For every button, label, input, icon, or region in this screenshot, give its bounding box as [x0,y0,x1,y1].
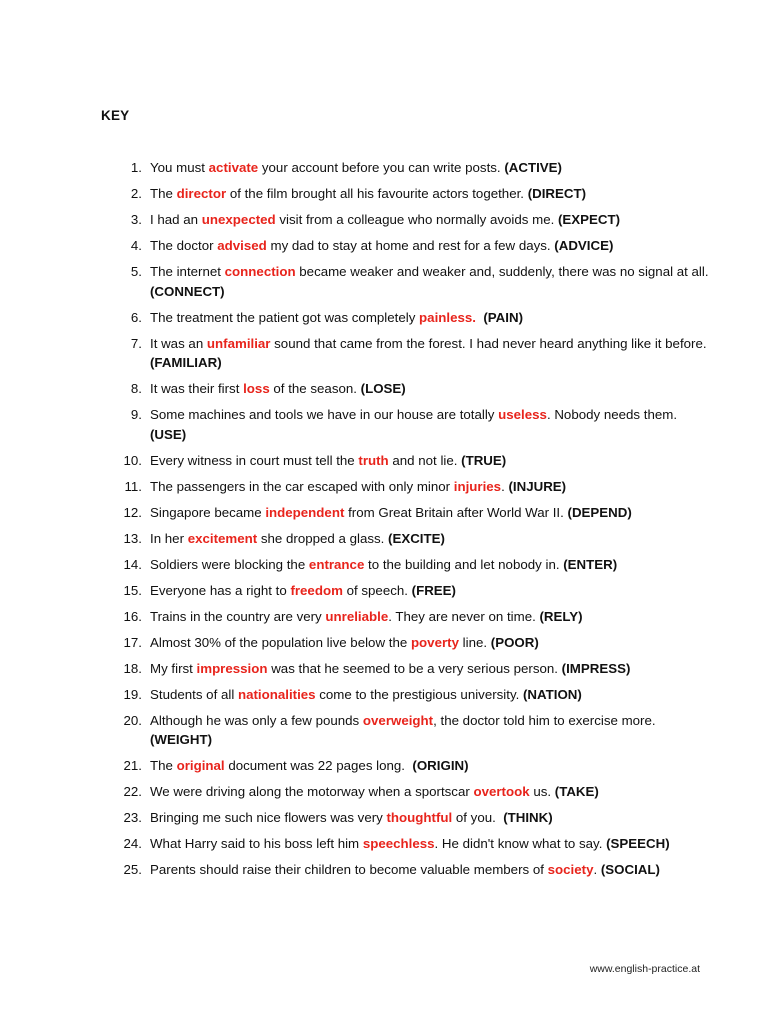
sentence-start: Almost 30% of the population live below the [150,634,411,650]
item-sentence [150,782,710,802]
item-number: 3. [130,212,142,227]
answer-word: useless [498,407,547,422]
list-item [100,860,710,880]
list-item [100,659,710,679]
item-number: 15. [123,582,142,598]
item-number: 19. [123,686,142,702]
answer-key-list [100,158,713,886]
root-word-hint: (TRUE) [461,452,507,468]
sentence-start: The passengers in the car escaped with only minor [150,478,454,494]
item-sentence [150,210,710,230]
answer-word: thoughtful [386,810,453,825]
item-number: 22. [123,784,142,799]
sentence-end: line. [458,634,491,650]
item-sentence [150,405,710,444]
sentence-start: Although he was only a few pounds [150,712,363,728]
item-sentence [150,607,710,627]
answer-word: director [176,186,227,201]
sentence-end: became weaker and weaker and, suddenly, there was no signal at all. [295,264,713,279]
answer-word: unexpected [201,212,276,227]
sentence-end: of speech. [342,582,412,598]
answer-word: nationalities [237,686,316,702]
answer-word: entrance [308,556,365,572]
sentence-end: document was 22 pages long. [224,758,413,773]
answer-word: speechless [362,836,435,851]
item-sentence [150,451,710,471]
root-word-hint: (RELY) [539,608,583,624]
list-item [100,262,713,301]
item-sentence [150,711,710,750]
item-number: 7. [130,335,142,351]
item-sentence [150,379,710,399]
root-word-hint: (PAIN) [483,309,523,325]
sentence-end: to the building and let nobody in. [364,556,564,572]
sentence-start: The internet [150,264,225,279]
answer-word: original [176,758,225,773]
key-heading: KEY [101,108,130,123]
sentence-start: You must [150,160,209,175]
sentence-start: It was their first [150,381,244,396]
item-sentence [150,529,710,549]
answer-word: loss [243,381,270,396]
sentence-end: of the season. [269,381,361,396]
sentence-start: The [150,758,177,773]
root-word-hint: (IMPRESS) [561,660,631,676]
answer-word: injuries [453,478,502,494]
root-word-hint: (ACTIVE) [504,160,562,175]
sentence-start: Some machines and tools we have in our house are totally [150,407,499,422]
list-item [100,782,710,802]
root-word-hint: (POOR) [490,634,539,650]
sentence-end: of you. [452,810,504,825]
item-sentence [150,581,710,601]
list-item [100,685,710,705]
root-word-hint: (CONNECT) [150,283,225,299]
sentence-end: . They are never on time. [388,608,540,624]
item-number: 18. [123,660,142,676]
answer-word: unreliable [325,608,389,624]
list-item [100,451,710,471]
item-sentence [150,262,713,301]
root-word-hint: (INJURE) [508,478,567,494]
sentence-end: from Great Britain after World War II. [344,504,568,520]
item-sentence [150,236,710,256]
sentence-end: and not lie. [388,452,462,468]
root-word-hint: (SPEECH) [606,836,670,851]
root-word-hint: (FREE) [411,582,456,598]
root-word-hint: (ADVICE) [554,238,614,253]
list-item [100,756,710,776]
answer-word: excitement [187,530,258,546]
item-sentence [150,834,710,854]
root-word-hint: (EXCITE) [388,530,445,546]
sentence-start: Singapore became [150,504,266,520]
sentence-end: us. [529,784,555,799]
item-sentence [150,555,710,575]
sentence-end: of the film brought all his favourite actors together. [226,186,528,201]
sentence-end: my dad to stay at home and rest for a few days. [266,238,555,253]
item-number: 5. [130,264,142,279]
footer-website: www.english-practice.at [589,963,700,975]
item-number: 23. [123,810,142,825]
item-number: 21. [123,758,142,773]
list-item [100,633,710,653]
list-item [100,607,710,627]
sentence-start: Soldiers were blocking the [150,556,309,572]
sentence-end: your account before you can write posts. [258,160,505,175]
answer-word: advised [217,238,267,253]
sentence-end: was that he seemed to be a very serious person. [267,660,562,676]
answer-word: poverty [410,634,459,650]
answer-word: freedom [290,582,343,598]
item-sentence [150,158,710,178]
item-number: 16. [123,608,142,624]
item-sentence [150,503,710,523]
item-sentence [150,860,710,880]
list-item [100,529,710,549]
sentence-end: . Nobody needs them. [546,407,681,422]
sentence-end: sound that came from the forest. I had never heard anything like it before. [270,335,711,351]
sentence-start: In her [150,530,188,546]
list-item [100,405,710,444]
root-word-hint: (LOSE) [360,381,406,396]
sentence-start: The [150,186,177,201]
list-item [100,308,710,328]
item-sentence [150,477,710,497]
sentence-start: Every witness in court must tell the [150,452,359,468]
answer-word: unfamiliar [206,335,271,351]
item-number: 17. [123,634,142,650]
sentence-end: . [593,862,601,877]
sentence-start: My first [150,660,197,676]
sentence-end: . He didn't know what to say. [434,836,607,851]
sentence-start: We were driving along the motorway when a sportscar [150,784,474,799]
list-item [100,379,710,399]
root-word-hint: (THINK) [503,810,553,825]
sentence-end: , the doctor told him to exercise more. [433,712,660,728]
list-item [100,210,710,230]
list-item [100,503,710,523]
root-word-hint: (WEIGHT) [150,732,213,747]
item-sentence [150,633,710,653]
sentence-start: Parents should raise their children to become valuable members of [150,862,548,877]
sentence-end: visit from a colleague who normally avoids me. [275,212,558,227]
sentence-end: . [501,478,509,494]
item-number: 6. [130,309,142,325]
sentence-end: come to the prestigious university. [315,686,523,702]
item-number: 13. [123,530,142,546]
item-number: 10. [123,452,142,468]
item-sentence [150,659,710,679]
answer-word: society [547,862,594,877]
list-item [100,581,710,601]
list-item [100,236,710,256]
list-item [100,834,710,854]
root-word-hint: (FAMILIAR) [150,355,222,370]
list-item [100,184,710,204]
sentence-start: Bringing me such nice flowers was very [150,810,387,825]
item-number: 8. [130,381,142,396]
sentence-start: Students of all [150,686,238,702]
item-number: 1. [130,160,142,175]
answer-word: connection [224,264,296,279]
sentence-end: she dropped a glass. [257,530,389,546]
item-number: 2. [130,186,142,201]
item-number: 14. [123,556,142,572]
sentence-start: What Harry said to his boss left him [150,836,363,851]
item-number: 11. [124,478,142,494]
answer-word: activate [208,160,259,175]
root-word-hint: (TAKE) [554,784,599,799]
sentence-start: I had an [150,212,202,227]
sentence-start: It was an [150,335,207,351]
item-number: 12. [123,504,142,520]
answer-word: overweight [362,712,434,728]
root-word-hint: (DIRECT) [527,186,587,201]
item-sentence [150,685,710,705]
item-sentence [150,308,710,328]
item-sentence [150,334,710,373]
item-sentence [150,184,710,204]
answer-word: overtook [473,784,530,799]
root-word-hint: (USE) [150,426,187,442]
root-word-hint: (ENTER) [563,556,618,572]
answer-word: independent [265,504,345,520]
sentence-start: Everyone has a right to [150,582,291,598]
item-number: 25. [123,862,142,877]
item-number: 24. [123,836,142,851]
item-number: 20. [123,712,142,728]
sentence-start: The doctor [150,238,218,253]
root-word-hint: (DEPEND) [567,504,632,520]
root-word-hint: (ORIGIN) [412,758,469,773]
list-item [100,334,710,373]
item-sentence [150,756,710,776]
sentence-start: Trains in the country are very [150,608,326,624]
list-item [100,555,710,575]
sentence-start: The treatment the patient got was completely [150,309,420,325]
list-item [100,477,710,497]
item-sentence [150,808,710,828]
root-word-hint: (NATION) [523,686,582,702]
item-number: 9. [130,407,142,422]
answer-word: painless. [419,309,476,325]
root-word-hint: (SOCIAL) [600,862,660,877]
answer-word: truth [358,452,389,468]
root-word-hint: (EXPECT) [557,212,621,227]
list-item [100,158,710,178]
list-item [100,808,710,828]
list-item [100,711,710,750]
item-number: 4. [130,238,142,253]
answer-word: impression [196,660,268,676]
